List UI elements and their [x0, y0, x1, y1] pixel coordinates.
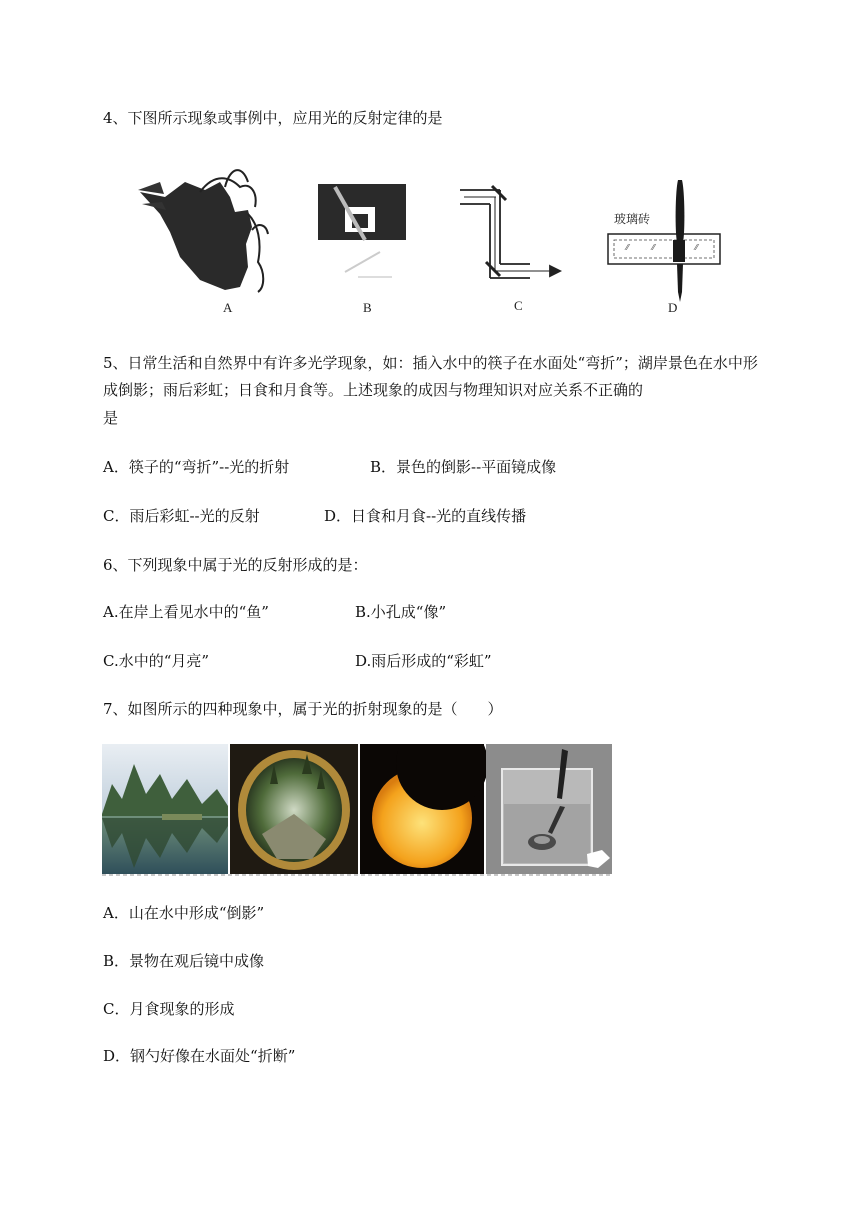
q5-option-d: D．日食和月食--光的直线传播 — [324, 507, 527, 525]
pinhole-box-figure — [318, 184, 406, 277]
figure-label-d: D — [668, 300, 678, 315]
q6-option-a: A.在岸上看见水中的“鱼” — [103, 603, 269, 621]
figure-label-a: A — [223, 300, 233, 315]
q5-option-c: C．雨后彩虹--光的反射 — [103, 507, 260, 525]
q4-figure — [130, 152, 735, 322]
q7-photos — [102, 744, 612, 878]
mountain-reflection-photo — [102, 744, 228, 874]
figure-label-b: B — [363, 300, 372, 315]
q6-option-d: D.雨后形成的“彩虹” — [355, 652, 492, 670]
q6-option-c: C.水中的“月亮” — [103, 652, 210, 670]
periscope-figure — [460, 186, 560, 278]
q7-option-d: D．钢勺好像在水面处“折断” — [103, 1047, 296, 1065]
svg-text:⁄⁄: ⁄⁄ — [695, 243, 698, 252]
q5-stem-line1: 5、日常生活和自然界中有许多光学现象，如：插入水中的筷子在水面处“弯折”；湖岸景色在水中形 — [103, 354, 758, 372]
q5-option-b: B．景色的倒影--平面镜成像 — [370, 458, 557, 476]
glass-brick-figure — [608, 180, 720, 302]
q6-stem: 6、下列现象中属于光的反射形成的是： — [103, 556, 368, 574]
glass-brick-label: 玻璃砖 — [614, 212, 651, 226]
rearview-mirror-photo — [230, 744, 358, 874]
q5-stem-line3: 是 — [103, 409, 119, 427]
q7-stem: 7、如图所示的四种现象中，属于光的折射现象的是（ ） — [103, 700, 503, 718]
q4-stem: 4、下图所示现象或事例中，应用光的反射定律的是 — [103, 109, 443, 127]
spoon-in-glass-photo — [486, 744, 612, 874]
q5-option-a: A．筷子的“弯折”--光的折射 — [103, 458, 290, 476]
hand-shadow-figure — [138, 170, 268, 292]
q7-photos-svg — [102, 744, 612, 878]
q7-option-c: C．月食现象的形成 — [103, 1000, 235, 1018]
svg-text:⁄⁄: ⁄⁄ — [626, 243, 629, 252]
q7-option-a: A．山在水中形成“倒影” — [103, 904, 265, 922]
q6-option-b: B.小孔成“像” — [355, 603, 447, 621]
figure-label-c: C — [514, 298, 523, 313]
q7-option-b: B．景物在观后镜中成像 — [103, 952, 265, 970]
q4-figure-svg — [130, 152, 735, 322]
svg-text:⁄⁄: ⁄⁄ — [652, 243, 655, 252]
q5-stem-line2: 成倒影；雨后彩虹；日食和月食等。上述现象的成因与物理知识对应关系不正确的 — [103, 381, 644, 399]
eclipse-photo — [360, 744, 488, 874]
